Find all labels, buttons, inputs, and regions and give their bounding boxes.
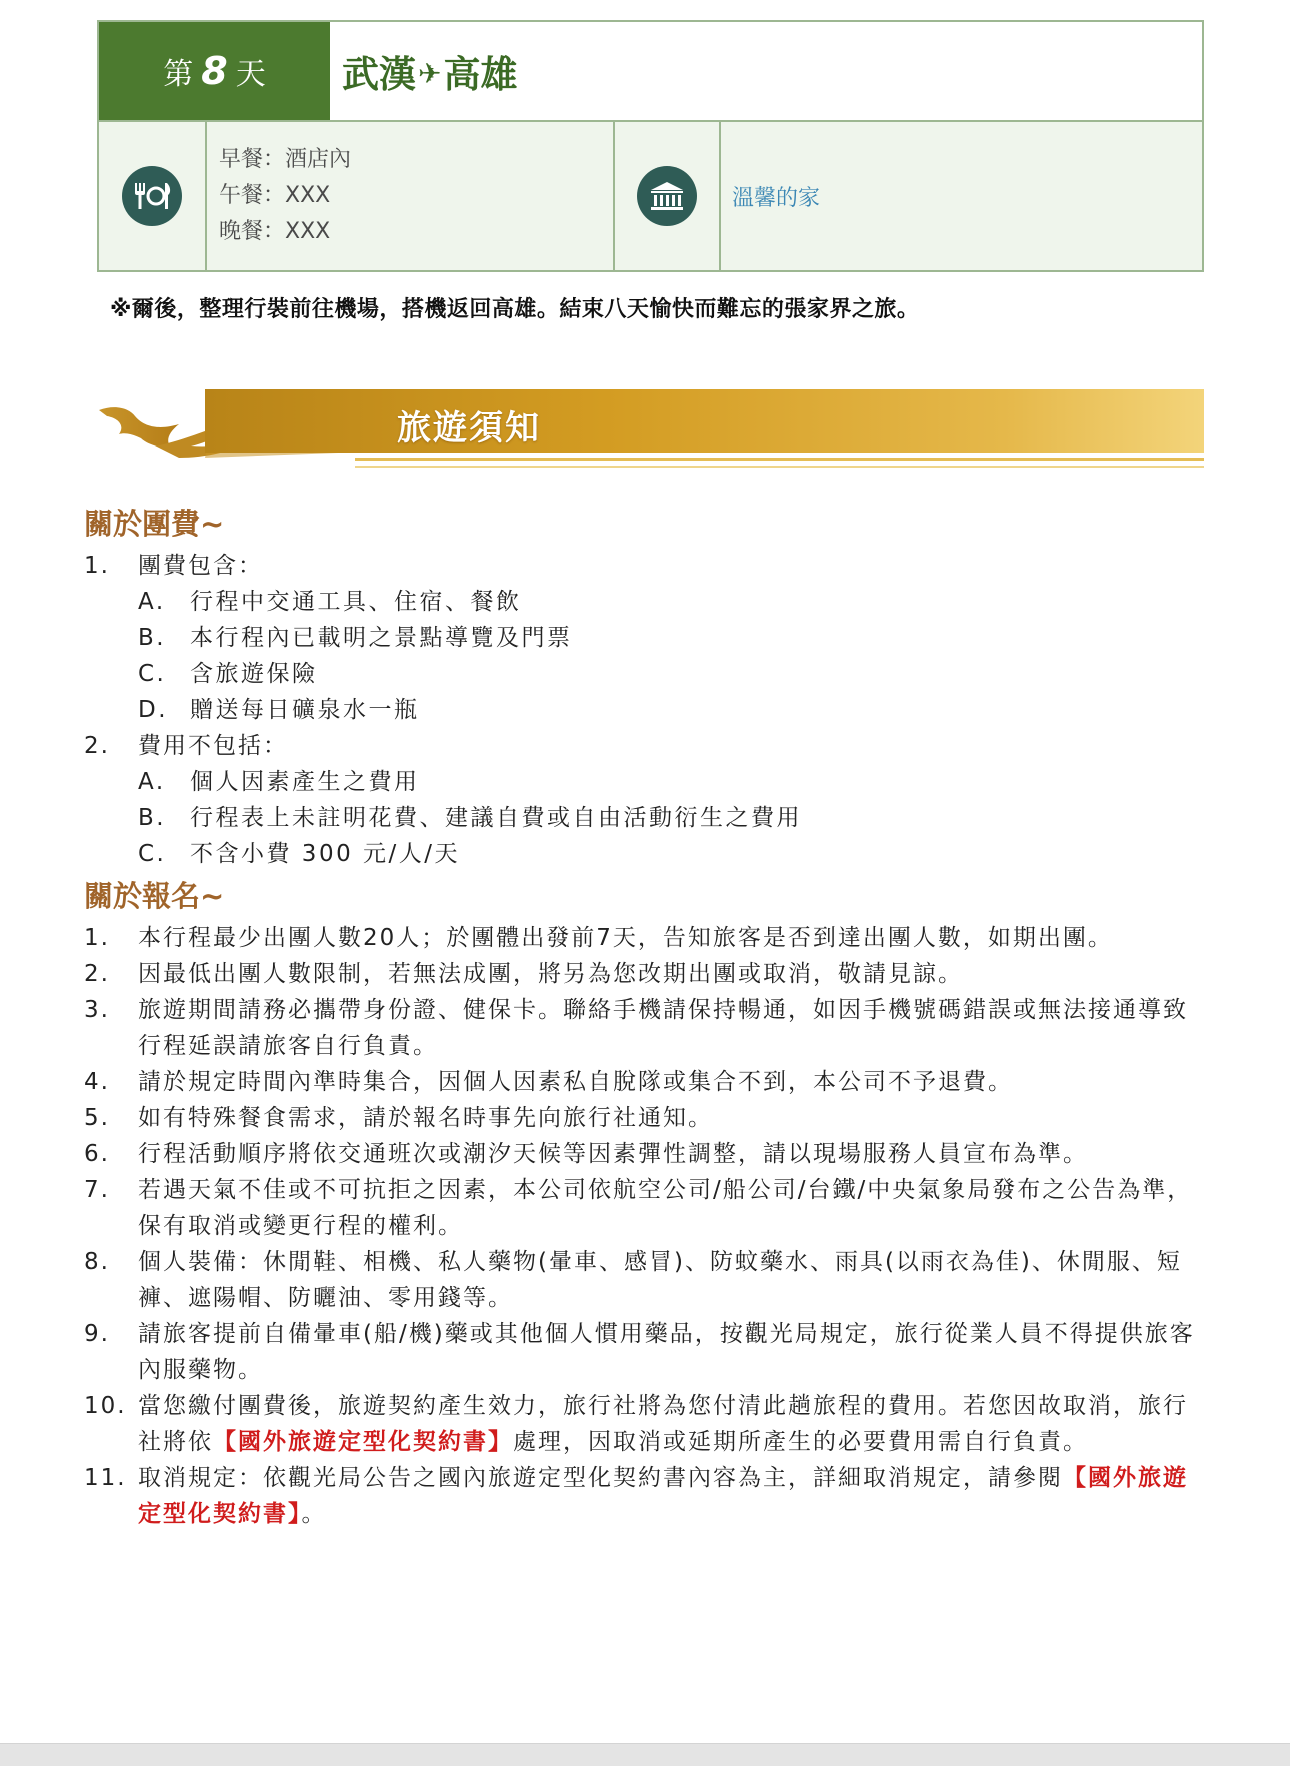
hotel-cell [721, 122, 1202, 270]
item-text-before: 取消規定：依觀光局公告之國內旅遊定型化契約書內容為主，詳細取消規定，請參閱 [138, 1465, 1063, 1491]
sub-item [84, 764, 1204, 800]
meals-cell [207, 122, 615, 270]
item-text: 請旅客提前自備暈車(船/機)藥或其他個人慣用藥品，按觀光局規定，旅行從業人員不得提供旅客內服藥物。 [138, 1321, 1195, 1383]
sub-item-text: 贈送每日礦泉水一瓶 [190, 697, 420, 723]
route-from: 武漢 [342, 53, 416, 96]
item-text-before: 當您繳付團費後，旅遊契約產生效力，旅行社將為您付清此趟旅程的費用。若您因故取消，旅行社將依 [138, 1393, 1188, 1455]
item-number: 9. [84, 1321, 110, 1347]
item-number: 2. [84, 733, 110, 759]
sub-item [84, 800, 1204, 836]
day-schedule-table [97, 20, 1204, 272]
travel-notice-banner [95, 386, 1204, 472]
item-number: 5. [84, 1105, 110, 1131]
day-suffix: 天 [235, 57, 266, 92]
item-text: 若遇天氣不佳或不可抗拒之因素，本公司依航空公司/船公司/台鐵/中央氣象局發布之公告為準，保有取消或變更行程的權利。 [138, 1177, 1193, 1239]
item-text [138, 1388, 1204, 1460]
day-label [99, 22, 330, 120]
sub-item [84, 692, 1204, 728]
sub-item [84, 836, 1204, 872]
sub-item [84, 620, 1204, 656]
item-text: 旅遊期間請務必攜帶身份證、健保卡。聯絡手機請保持暢通，如因手機號碼錯誤或無法接通導致行程延誤請旅客自行負責。 [138, 997, 1188, 1059]
item-text: 團費包含： [138, 553, 263, 579]
item-text: 如有特殊餐食需求，請於報名時事先向旅行社通知。 [138, 1105, 713, 1131]
sub-item-text: 個人因素產生之費用 [190, 769, 420, 795]
dinner-text: 晚餐：XXX [219, 219, 331, 244]
sub-item-text: 本行程內已載明之景點導覽及門票 [190, 625, 573, 651]
list-item [84, 1136, 1204, 1172]
item-number: 2. [84, 961, 110, 987]
hotel-icon-cell [615, 122, 721, 270]
breakfast-text: 早餐：酒店內 [219, 147, 352, 172]
day-prefix: 第 [163, 57, 194, 92]
list-item [84, 1244, 1204, 1316]
banner-title: 旅遊須知 [397, 408, 541, 448]
day-note: ※爾後，整理行裝前往機場，搭機返回高雄。結束八天愉快而難忘的張家界之旅。 [110, 297, 920, 322]
day-header [99, 22, 1202, 122]
meal-icon-cell [99, 122, 207, 270]
sub-item-text: 行程表上未註明花費、建議自費或自由活動衍生之費用 [190, 805, 802, 831]
item-number: 6. [84, 1141, 110, 1167]
hotel-name-link[interactable]: 溫馨的家 [732, 185, 821, 211]
day-details [99, 122, 1202, 270]
route-to: 高雄 [443, 53, 518, 96]
item-number: 3. [84, 997, 110, 1023]
sub-item-text: 含旅遊保險 [190, 661, 318, 687]
sub-item-letter: B. [138, 805, 167, 831]
item-text [138, 1460, 1204, 1532]
route-title [330, 22, 1202, 120]
item-number: 10. [84, 1393, 127, 1419]
item-text: 費用不包括： [138, 733, 288, 759]
item-text: 請於規定時間內準時集合，因個人因素私自脫隊或集合不到，本公司不予退費。 [138, 1069, 1013, 1095]
item-text: 行程活動順序將依交通班次或潮汐天候等因素彈性調整，請以現場服務人員宣布為準。 [138, 1141, 1088, 1167]
item-number: 1. [84, 925, 110, 951]
item-number: 8. [84, 1249, 110, 1275]
list-item [84, 1064, 1204, 1100]
item-text: 個人裝備：休閒鞋、相機、私人藥物(暈車、感冒)、防蚊藥水、雨具(以雨衣為佳)、休閒服、短褲、遮陽帽、防曬油、零用錢等。 [138, 1249, 1182, 1311]
contract-reference: 【國外旅遊定型化契約書】 [213, 1429, 513, 1455]
list-item [84, 1388, 1204, 1460]
list-item [84, 1100, 1204, 1136]
sub-item-letter: C. [138, 841, 167, 867]
sub-item-letter: A. [138, 769, 166, 795]
lunch-text: 午餐：XXX [219, 183, 331, 208]
list-item [84, 548, 1204, 584]
plane-icon: ✈ [418, 56, 442, 90]
item-text: 本行程最少出團人數20人；於團體出發前7天，告知旅客是否到達出團人數，如期出團。 [138, 925, 1113, 951]
fee-section-title: 關於團費~ [84, 507, 225, 541]
sub-item [84, 656, 1204, 692]
museum-icon [637, 166, 697, 226]
item-number: 11. [84, 1465, 127, 1491]
contract-reference: 【國外旅遊定型化契約書】 [138, 1465, 1188, 1527]
dining-icon [122, 166, 182, 226]
day-number: 8 [201, 49, 228, 93]
sub-item-text: 不含小費 300 元/人/天 [190, 841, 461, 867]
bottom-bar [0, 1743, 1290, 1766]
item-number: 4. [84, 1069, 110, 1095]
sub-item-text: 行程中交通工具、住宿、餐飲 [190, 589, 522, 615]
list-item [84, 920, 1204, 956]
item-text-after: 。 [301, 1501, 327, 1527]
list-item [84, 956, 1204, 992]
notice-content [84, 500, 1204, 1532]
list-item [84, 728, 1204, 764]
sub-item-letter: D. [138, 697, 169, 723]
item-text: 因最低出團人數限制，若無法成團，將另為您改期出團或取消，敬請見諒。 [138, 961, 963, 987]
item-number: 7. [84, 1177, 110, 1203]
item-number: 1. [84, 553, 110, 579]
list-item [84, 992, 1204, 1064]
sub-item-letter: B. [138, 625, 167, 651]
list-item [84, 1172, 1204, 1244]
sub-item-letter: A. [138, 589, 166, 615]
banner-bar [205, 389, 1204, 453]
item-text-after: 處理，因取消或延期所產生的必要費用需自行負責。 [513, 1429, 1088, 1455]
sub-item-letter: C. [138, 661, 167, 687]
sub-item [84, 584, 1204, 620]
signup-section-title: 關於報名~ [84, 879, 225, 913]
banner-lines [355, 458, 1204, 468]
list-item [84, 1460, 1204, 1532]
list-item [84, 1316, 1204, 1388]
